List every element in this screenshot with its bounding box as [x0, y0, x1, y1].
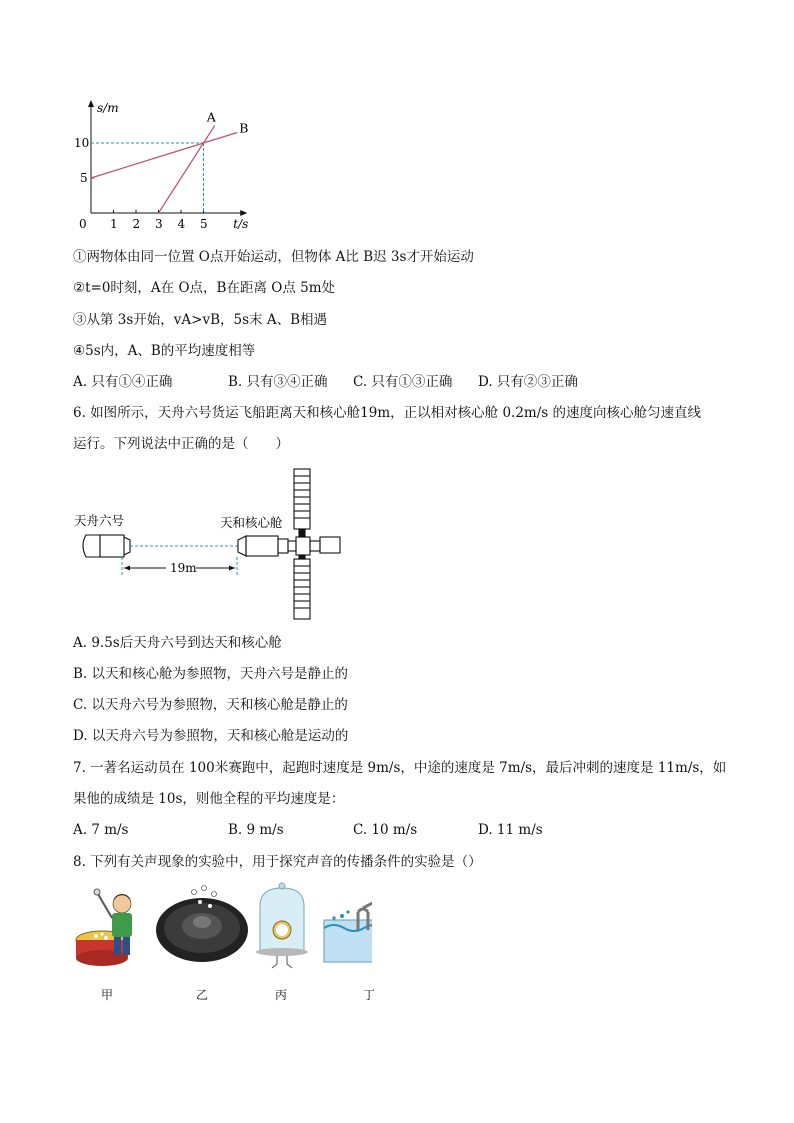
x-tick-label: 3	[155, 217, 163, 231]
y-tick-label: 5	[80, 171, 88, 185]
x-axis-label: t/s	[233, 217, 249, 231]
q5-option-a[interactable]: A. 只有①④正确	[73, 374, 173, 390]
y-axis-label: s/m	[97, 101, 119, 115]
q7-option-d[interactable]: D. 11 m/s	[478, 822, 543, 838]
q7-stem-line2: 果他的成绩是 10s，则他全程的平均速度是：	[73, 791, 345, 807]
x-tick-label: 4	[177, 217, 186, 231]
series-label-a: A	[206, 109, 216, 125]
q5-statement-2: ②t=0时刻，A在 O点，B在距离 O点 5m处	[73, 280, 335, 296]
st-graph	[70, 100, 260, 235]
q6-option-d[interactable]: D. 以天舟六号为参照物，天和核心舱是运动的	[73, 728, 349, 744]
q5-option-b[interactable]: B. 只有③④正确	[228, 374, 328, 390]
q6-stem-line1: 6. 如图所示，天舟六号货运飞船距离天和核心舱19m，正以相对核心舱 0.2m/s 的速度向核心舱匀速直线	[73, 405, 701, 421]
sound-experiments-figure	[72, 880, 372, 970]
caption-bing: 丙	[275, 988, 288, 1002]
q7-option-a[interactable]: A. 7 m/s	[73, 822, 129, 838]
caption-yi: 乙	[196, 988, 209, 1002]
label-tianhe: 天和核心舱	[220, 515, 283, 530]
tianhe-station-icon	[238, 469, 340, 619]
q8-stem: 8. 下列有关声现象的实验中，用于探究声音的传播条件的实验是（）	[73, 854, 482, 870]
q6-option-b[interactable]: B. 以天和核心舱为参照物，天舟六号是静止的	[73, 666, 349, 682]
q5-option-d[interactable]: D. 只有②③正确	[478, 374, 578, 390]
q6-option-a[interactable]: A. 9.5s后天舟六号到达天和核心舱	[73, 635, 282, 651]
x-tick-label: 1	[110, 217, 118, 231]
drum-experiment-icon	[76, 889, 132, 966]
caption-jia: 甲	[101, 988, 114, 1002]
spacecraft-figure	[70, 465, 360, 625]
q5-statement-3: ③从第 3s开始，vA>vB，5s末 A、B相遇	[73, 312, 328, 328]
distance-label: 19m	[170, 561, 197, 575]
q6-option-c[interactable]: C. 以天舟六号为参照物，天和核心舱是静止的	[73, 697, 348, 713]
q5-statement-1: ①两物体由同一位置 O点开始运动，但物体 A比 B迟 3s才开始运动	[73, 249, 474, 265]
q5-option-c[interactable]: C. 只有①③正确	[353, 374, 453, 390]
x-tick-label: 5	[200, 217, 208, 231]
y-axis-arrow	[88, 100, 94, 107]
q6-stem-line2: 运行。下列说法中正确的是（ ）	[73, 436, 289, 452]
q7-option-b[interactable]: B. 9 m/s	[228, 822, 284, 838]
q5-statement-4: ④5s内，A、B的平均速度相等	[73, 343, 256, 359]
series-line-b	[91, 133, 237, 179]
bell-jar-experiment-icon	[256, 883, 308, 968]
q7-stem-line1: 7. 一著名运动员在 100米赛跑中，起跑时速度是 9m/s，中途的速度是 7m/s，最后冲刺的速度是 11m/s，如	[73, 760, 727, 776]
x-axis-arrow	[240, 210, 247, 216]
x-tick-label: 2	[132, 217, 141, 231]
x-tick-label: 0	[79, 217, 87, 231]
y-tick-label: 10	[74, 136, 90, 150]
caption-ding: 丁	[363, 988, 376, 1002]
series-line-a	[159, 126, 215, 214]
speaker-experiment-icon	[156, 886, 248, 963]
tianzhou-ship-icon	[83, 535, 130, 557]
tuning-fork-water-icon	[324, 894, 372, 962]
q7-option-c[interactable]: C. 10 m/s	[353, 822, 418, 838]
series-label-b: B	[239, 120, 249, 136]
label-tianzhou: 天舟六号	[74, 513, 125, 528]
